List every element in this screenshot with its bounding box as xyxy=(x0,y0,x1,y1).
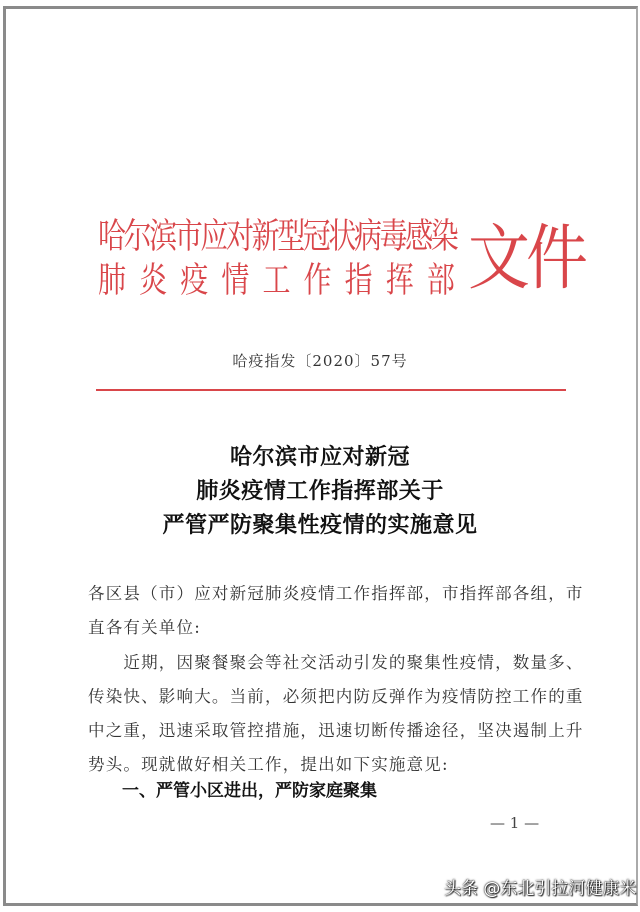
org-char: 疫 xyxy=(180,259,209,301)
org-char: 挥 xyxy=(385,259,414,301)
body-line: 各区县（市）应对新冠肺炎疫情工作指挥部，市指挥部各组，市 xyxy=(88,584,584,603)
issuing-org-line1: 哈尔滨市应对新型冠状病毒感染 xyxy=(98,215,457,257)
body-line: 直各有关单位: xyxy=(88,618,201,637)
section-heading: 一、严管小区进出，严防家庭聚集 xyxy=(88,781,377,801)
red-divider xyxy=(96,389,566,391)
org-char: 炎 xyxy=(139,259,168,301)
org-char: 指 xyxy=(344,259,373,301)
org-char: 作 xyxy=(303,259,332,301)
body-line: 中之重，迅速采取管控措施，迅速切断传播途径，坚决遏制上升 xyxy=(88,721,584,740)
watermark: 头条 @东北引拉河健康米 xyxy=(444,879,637,899)
body-line: 近期，因聚餐聚会等社交活动引发的聚集性疫情，数量多、 xyxy=(88,653,584,672)
issuing-org-line2 xyxy=(98,258,455,303)
org-char: 工 xyxy=(262,259,291,301)
doc-type-label: 文件 xyxy=(468,215,585,300)
body-line: 传染快、影响大。当前，必须把内防反弹作为疫情防控工作的重 xyxy=(88,687,584,706)
body-line: 势头。现就做好相关工作，提出如下实施意见: xyxy=(88,755,449,774)
org-char: 部 xyxy=(426,259,455,301)
document-title-line: 严管严防聚集性疫情的实施意见 xyxy=(162,512,478,538)
org-char: 情 xyxy=(221,259,250,301)
document-title-line: 哈尔滨市应对新冠 xyxy=(229,444,410,470)
page-number: — 1 — xyxy=(490,814,540,832)
org-char: 肺 xyxy=(98,259,127,301)
document-number: 哈疫指发〔2020〕57号 xyxy=(232,352,408,370)
document-title-line: 肺炎疫情工作指挥部关于 xyxy=(196,478,444,504)
